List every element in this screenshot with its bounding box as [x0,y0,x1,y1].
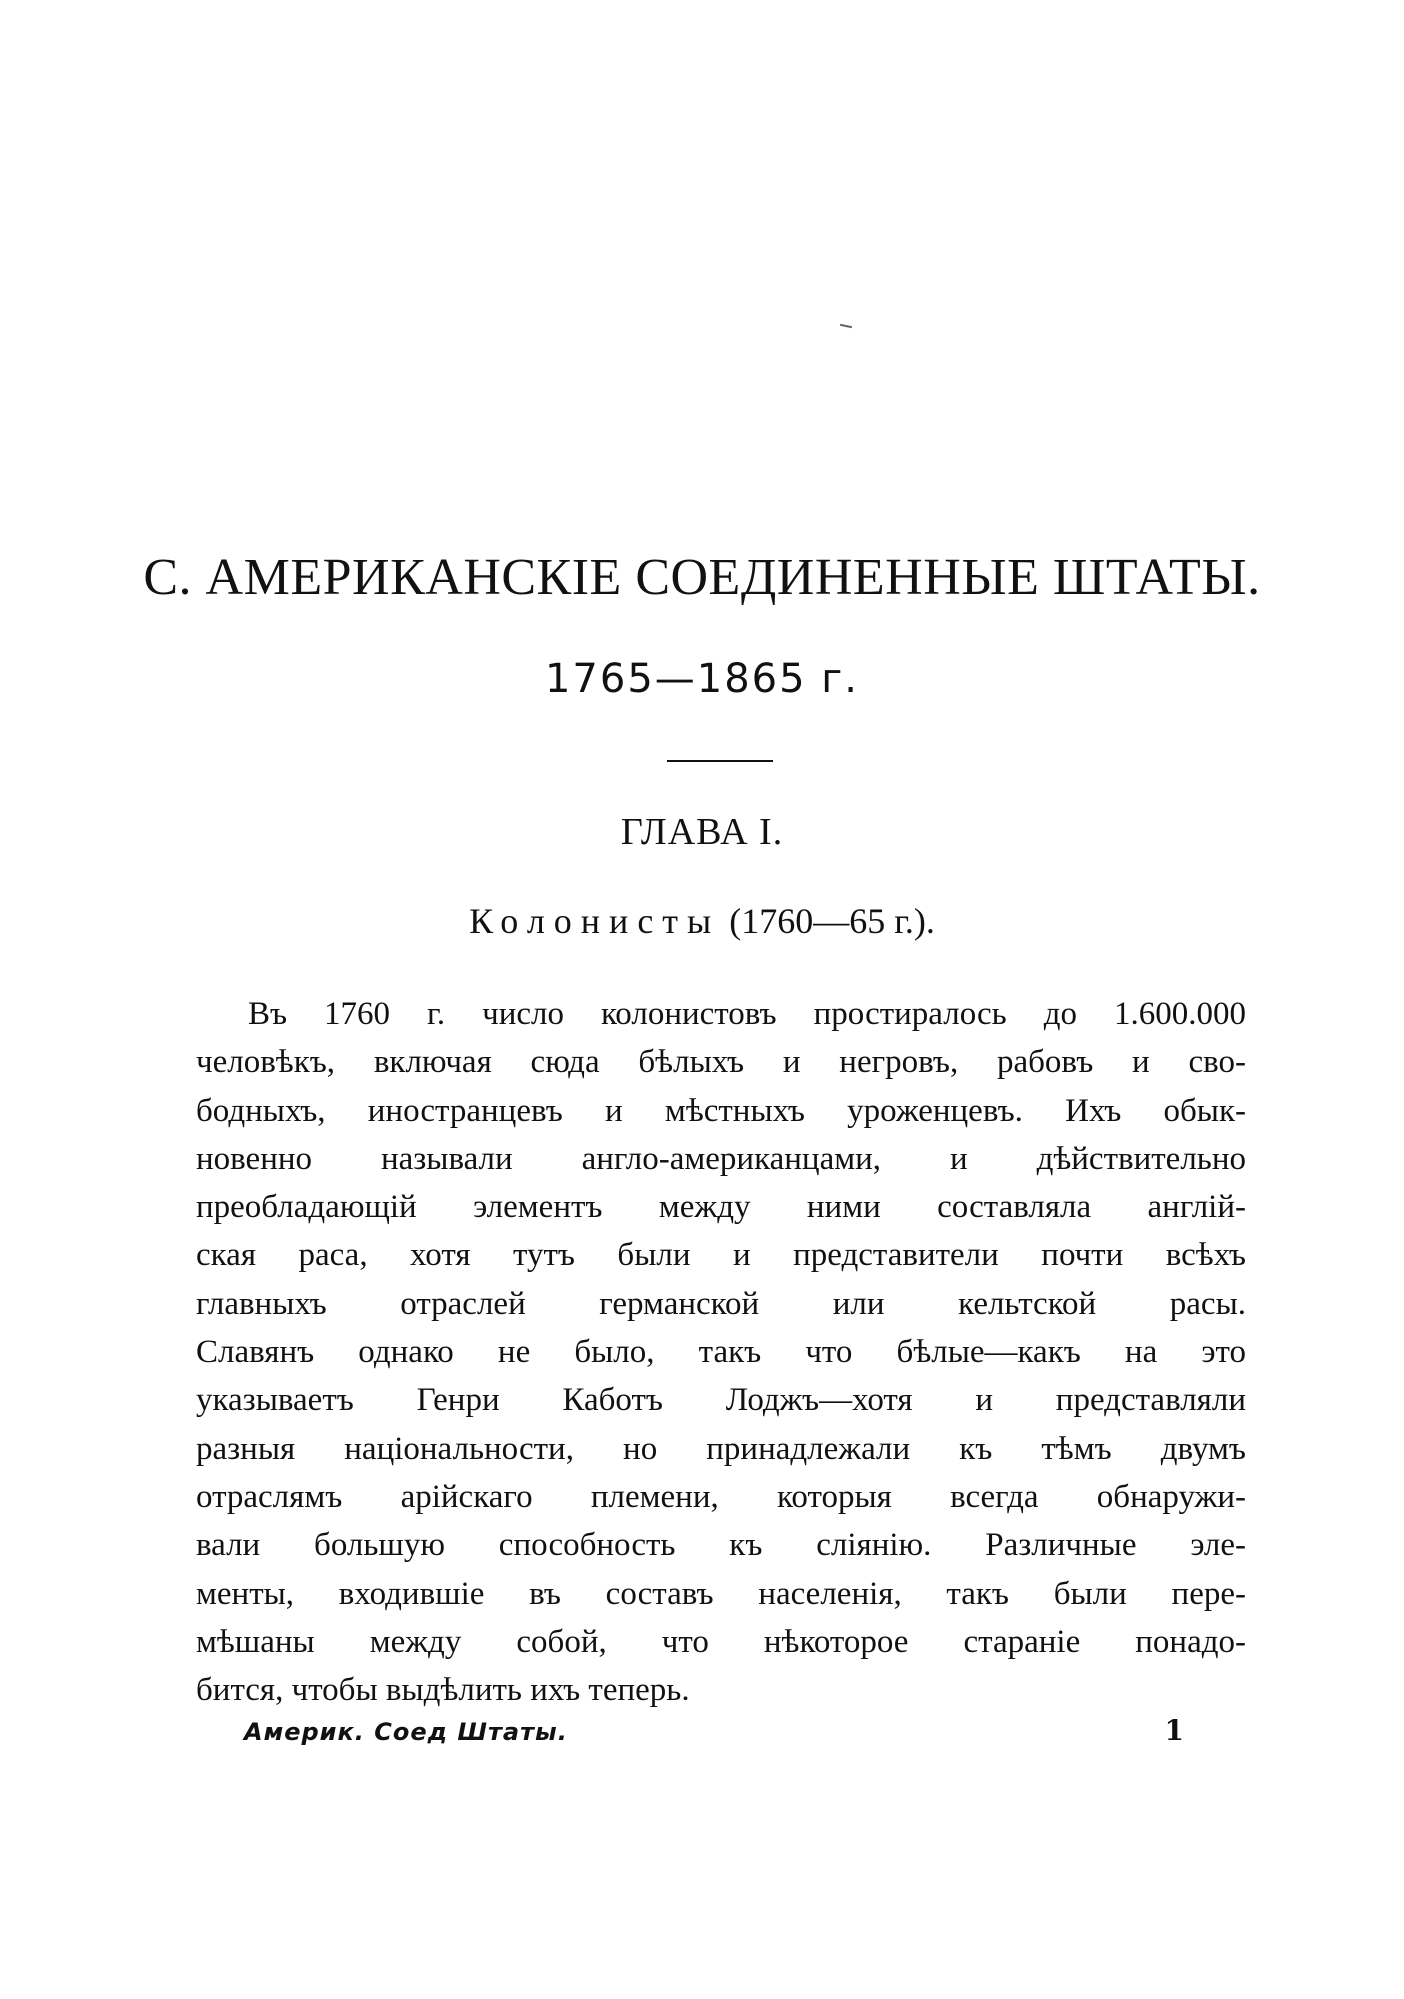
chapter-subtitle-word: Колонисты [469,901,721,941]
paragraph-line: вали большую способность къ сліянію. Различные эле- [196,1527,1246,1564]
paragraph-line: преобладающій элементъ между ними составляла англій- [196,1189,1246,1226]
chapter-subtitle [0,900,1404,942]
paragraph-line: разныя національности, но принадлежали къ тѣмъ двумъ [196,1430,1246,1467]
paragraph-line: менты, входившіе въ составъ населенія, такъ были пере- [196,1575,1246,1612]
paragraph-line: человѣкъ, включая сюда бѣлыхъ и негровъ, рабовъ и сво- [196,1044,1246,1081]
paragraph-line: ская раса, хотя тутъ были и представители почти всѣхъ [196,1237,1246,1274]
paragraph-line: указываетъ Генри Каботъ Лоджъ—хотя и представляли [196,1382,1246,1419]
paragraph-line: бодныхъ, иностранцевъ и мѣстныхъ уроженцевъ. Ихъ обык- [196,1092,1246,1129]
signature-mark: 1 [1164,1714,1184,1747]
paragraph-line: бится, чтобы выдѣлить ихъ теперь. [196,1672,690,1709]
chapter-heading: ГЛАВА I. [620,811,784,853]
paragraph-line: Въ 1760 г. число колонистовъ простиралось до 1.600.000 [248,996,1246,1032]
paragraph-line: главныхъ отраслей германской или кельтской расы. [196,1285,1246,1322]
year-range: 1765—1865 г. [544,656,860,702]
chapter-subtitle-dates: (1760—65 г.). [729,901,935,941]
paragraph-line: отраслямъ арійскаго племени, которыя всегда обнаружи- [196,1478,1246,1515]
paragraph-line: Славянъ однако не было, такъ что бѣлые—какъ на это [196,1334,1246,1371]
book-title: С. АМЕРИКАНСКІЕ СОЕДИНЕННЫЕ ШТАТЫ. [143,549,1261,606]
paragraph-line: мѣшаны между собой, что нѣкоторое стараніе понадо- [196,1623,1246,1660]
title-divider [667,760,773,762]
body-paragraph [196,990,1246,1714]
running-title: Америк. Соед Штаты. [244,1718,568,1746]
scan-speck [840,324,852,328]
page-footer [244,1714,1184,1758]
paragraph-line: новенно называли англо-американцами, и дѣйствительно [196,1140,1246,1177]
